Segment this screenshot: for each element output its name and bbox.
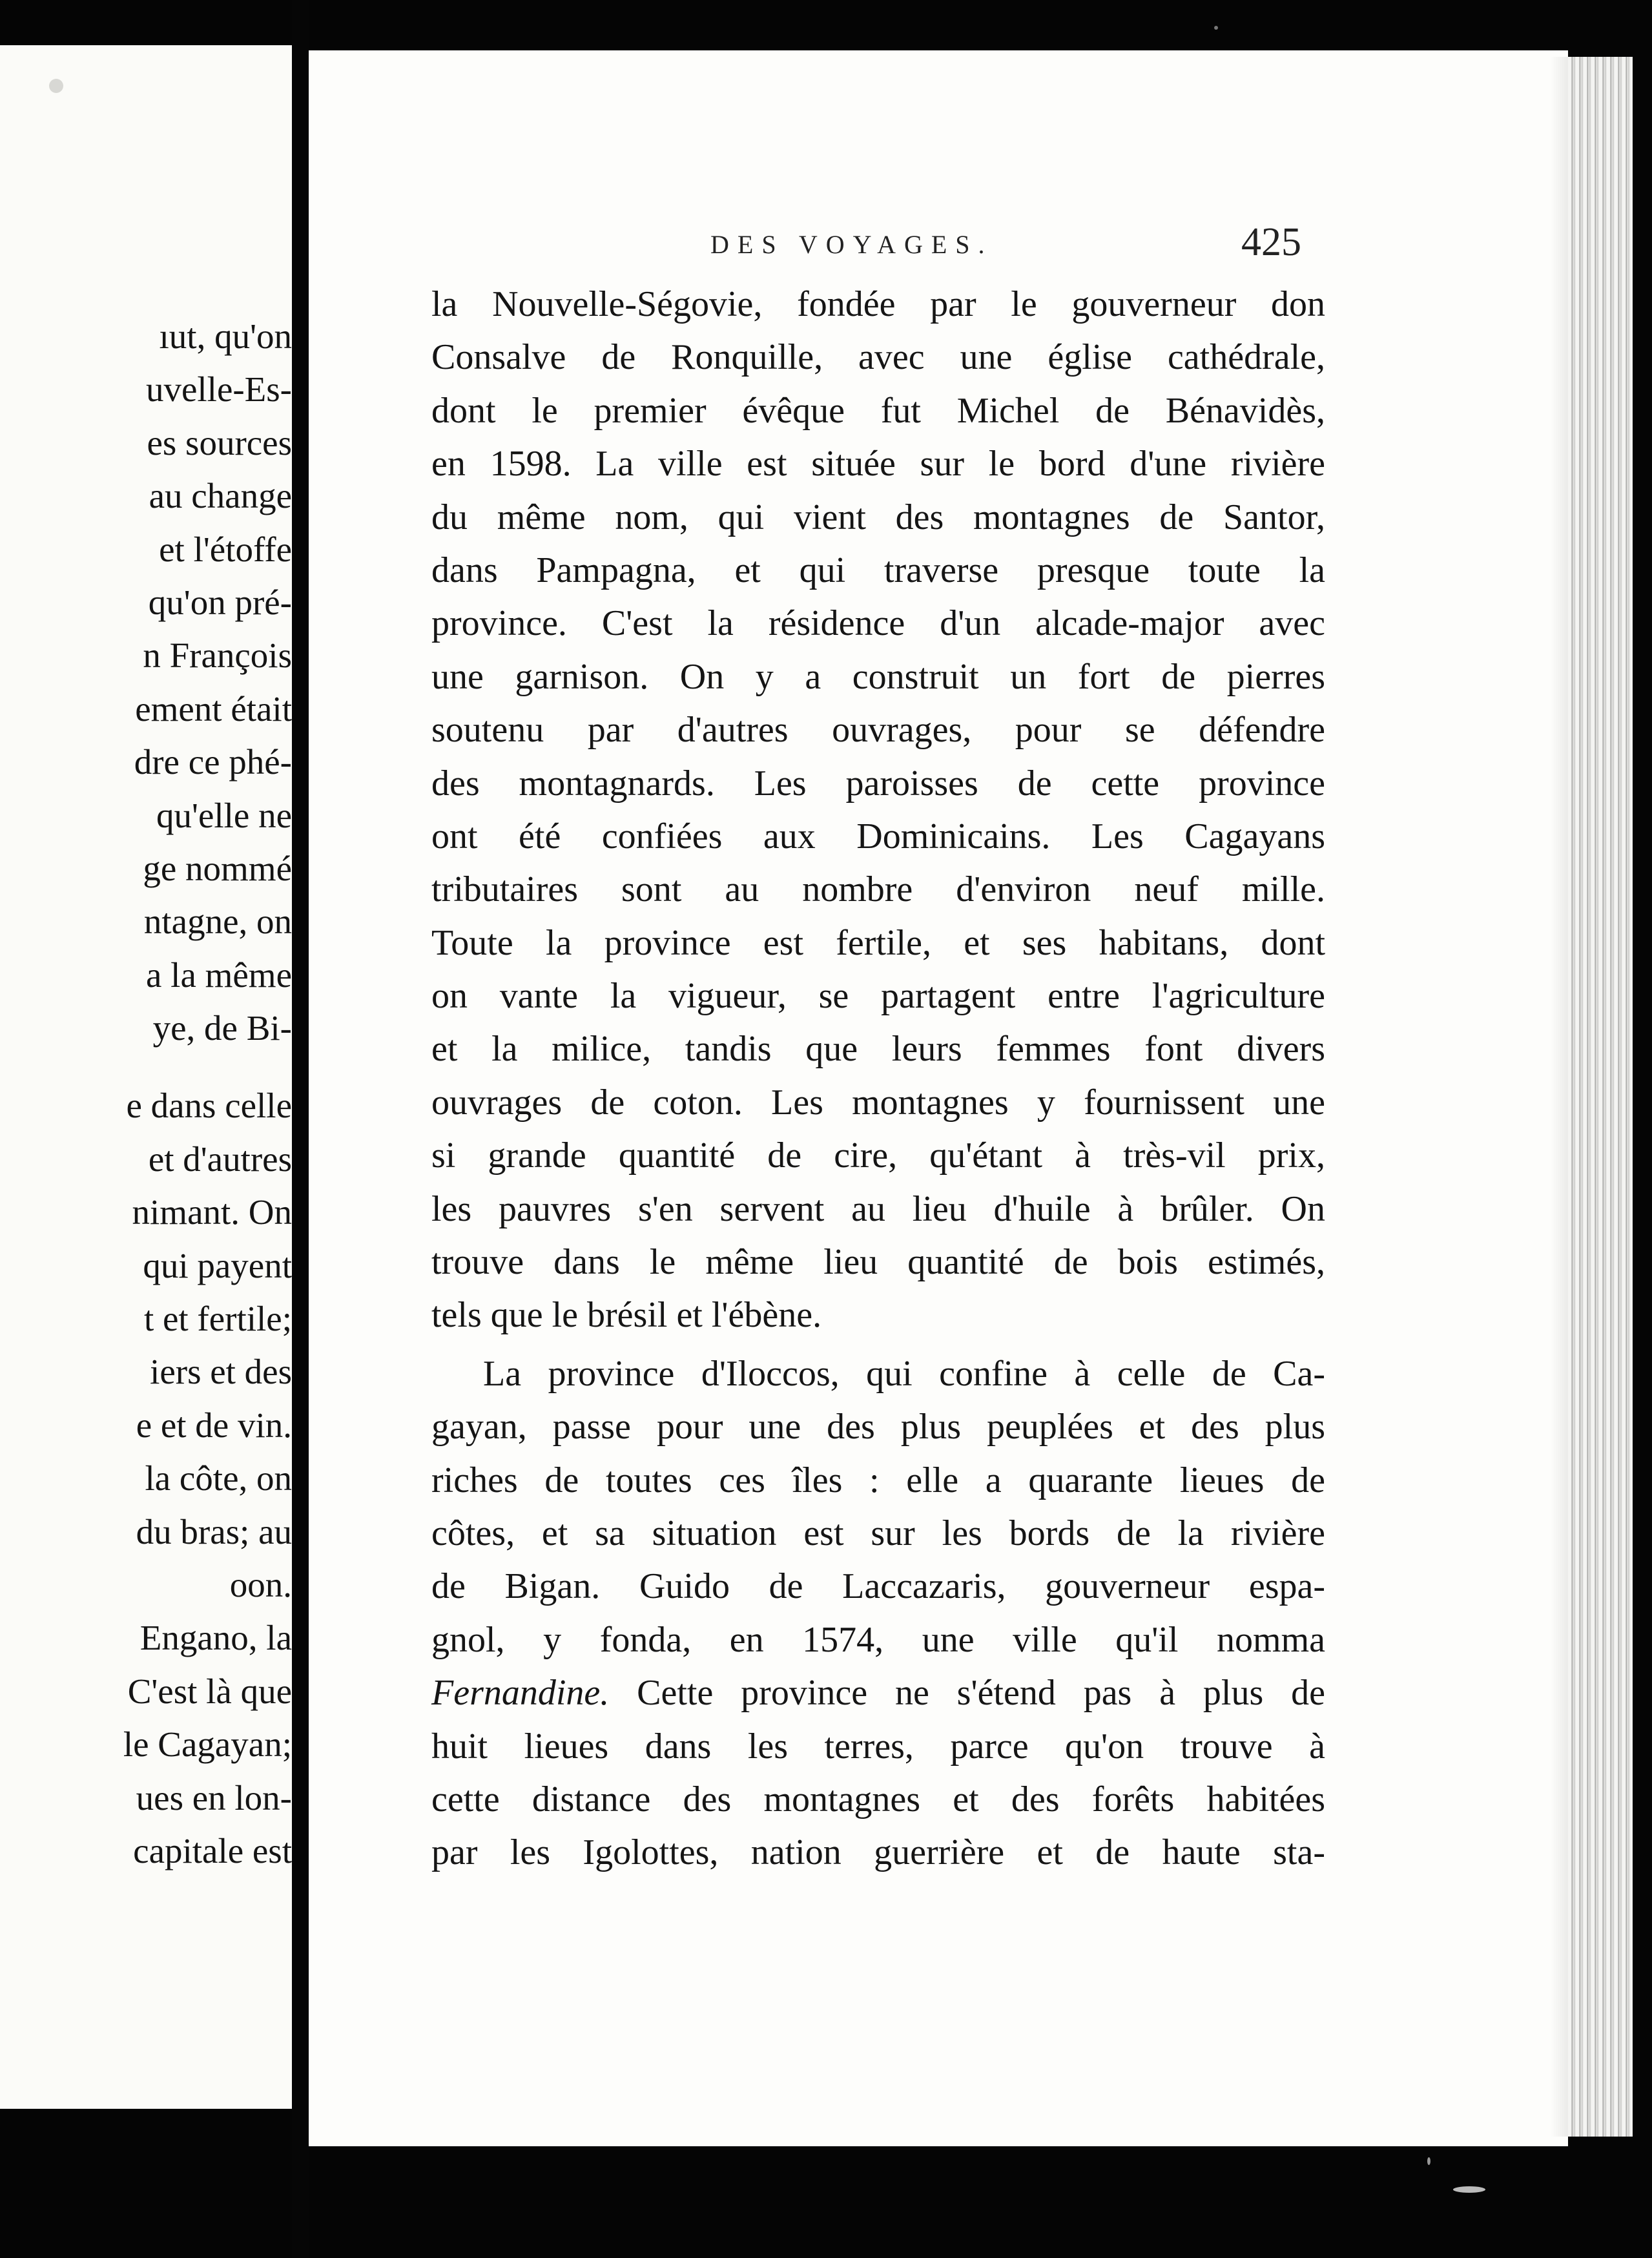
page-mark <box>49 79 63 93</box>
text-line: des montagnards. Les paroisses de cette province <box>431 763 1325 803</box>
left-text-line: capitale est <box>133 1830 292 1870</box>
left-text-line: uvelle-Es- <box>145 369 292 409</box>
text-line: de Bigan. Guido de Laccazaris, gouverneur espa- <box>431 1566 1325 1607</box>
left-text-line: ues en lon- <box>136 1777 292 1818</box>
left-text-line: qui payent <box>143 1245 292 1285</box>
page-edges <box>1568 57 1633 2137</box>
text-line: tels que le brésil et l'ébène. <box>431 1295 822 1336</box>
left-text-line: qu'elle ne <box>156 795 292 835</box>
left-text-line: ntagne, on <box>143 902 292 942</box>
text-line: soutenu par d'autres ouvrages, pour se défendre <box>431 710 1325 751</box>
text-line: la Nouvelle-Ségovie, fondée par le gouverneur don <box>431 284 1325 324</box>
italic-place-name: Fernandine. <box>431 1673 610 1714</box>
dust-speck <box>1427 2157 1430 2165</box>
text-line: on vante la vigueur, se partagent entre l'agriculture <box>431 976 1325 1017</box>
text-line: par les Igolottes, nation guerrière et de haute sta- <box>431 1832 1325 1873</box>
left-text-line: a la même <box>146 955 292 995</box>
left-text-line: ement était <box>135 689 292 729</box>
left-text-line: et d'autres <box>148 1139 292 1179</box>
text-line-remainder: Cette province ne s'étend pas à plus de <box>609 1673 1325 1714</box>
text-line: côtes, et sa situation est sur les bords de la rivière <box>431 1513 1325 1553</box>
text-line: tributaires sont au nombre d'environ neuf mille. <box>431 869 1325 910</box>
left-text-line: et l'étoffe <box>159 529 292 569</box>
text-line: Consalve de Ronquille, avec une église cathédrale, <box>431 337 1325 378</box>
text-line: en 1598. La ville est située sur le bord d'une rivière <box>431 444 1325 484</box>
text-line: cette distance des montagnes et des forêts habitées <box>431 1779 1325 1819</box>
text-line: province. C'est la résidence d'un alcade-major avec <box>431 603 1325 644</box>
text-line-with-italic <box>431 1666 1325 1719</box>
left-text-line: qu'on pré- <box>148 582 292 622</box>
left-text-line: iers et des <box>150 1352 292 1392</box>
page-edge-shadow <box>1550 57 1569 2137</box>
text-line: Toute la province est fertile, et ses habitans, dont <box>431 922 1325 963</box>
left-page <box>0 45 292 2109</box>
text-line: gayan, passe pour une des plus peuplées et des plus <box>431 1407 1325 1447</box>
page-number: 425 <box>1241 220 1301 264</box>
left-text-line: nimant. On <box>132 1192 292 1232</box>
text-line: dont le premier évêque fut Michel de Bénavidès, <box>431 390 1325 431</box>
text-line: ouvrages de coton. Les montagnes y fournissent une <box>431 1082 1325 1123</box>
text-line: ont été confiées aux Dominicains. Les Cagayans <box>431 816 1325 856</box>
text-line: une garnison. On y a construit un fort de pierres <box>431 656 1325 697</box>
left-text-line: le Cagayan; <box>123 1725 292 1765</box>
left-text-line: la côte, on <box>145 1458 292 1498</box>
text-line: si grande quantité de cire, qu'étant à très-vil prix, <box>431 1135 1325 1176</box>
left-text-line: e et de vin. <box>136 1405 292 1445</box>
running-head: DES VOYAGES. <box>710 230 993 259</box>
left-text-line: ge nommé <box>143 848 292 888</box>
left-text-line: du bras; au <box>136 1511 292 1551</box>
text-line: du même nom, qui vient des montagnes de Santor, <box>431 497 1325 537</box>
dust-speck <box>1453 2186 1485 2193</box>
text-line: riches de toutes ces îles : elle a quarante lieues de <box>431 1460 1325 1500</box>
text-line: les pauvres s'en servent au lieu d'huile à brûler. On <box>431 1188 1325 1229</box>
left-text-line: e dans celle <box>126 1086 292 1126</box>
left-text-line: Engano, la <box>139 1618 292 1658</box>
left-text-line: n François <box>143 636 292 676</box>
left-text-line: t et fertile; <box>143 1299 292 1339</box>
text-line: dans Pampagna, et qui traverse presque toute la <box>431 550 1325 590</box>
left-text-line: es sources <box>147 422 292 462</box>
text-line: et la milice, tandis que leurs femmes font divers <box>431 1029 1325 1070</box>
left-page-text <box>0 310 292 1878</box>
text-line: La province d'Iloccos, qui confine à celle de Ca- <box>483 1353 1325 1394</box>
text-line: gnol, y fonda, en 1574, une ville qu'il nomma <box>431 1619 1325 1660</box>
dust-speck <box>1214 26 1218 30</box>
text-line: huit lieues dans les terres, parce qu'on trouve à <box>431 1726 1325 1766</box>
left-text-line: ıut, qu'on <box>159 316 292 356</box>
left-text-line: dre ce phé- <box>134 742 292 782</box>
book-gutter <box>292 0 309 2258</box>
left-text-line: au change <box>149 476 292 516</box>
left-text-line: ye, de Bi- <box>152 1008 292 1048</box>
text-line: trouve dans le même lieu quantité de bois estimés, <box>431 1242 1325 1283</box>
left-text-line: C'est là que <box>127 1671 292 1711</box>
main-text <box>431 278 1325 1880</box>
left-text-line: oon. <box>229 1564 292 1604</box>
